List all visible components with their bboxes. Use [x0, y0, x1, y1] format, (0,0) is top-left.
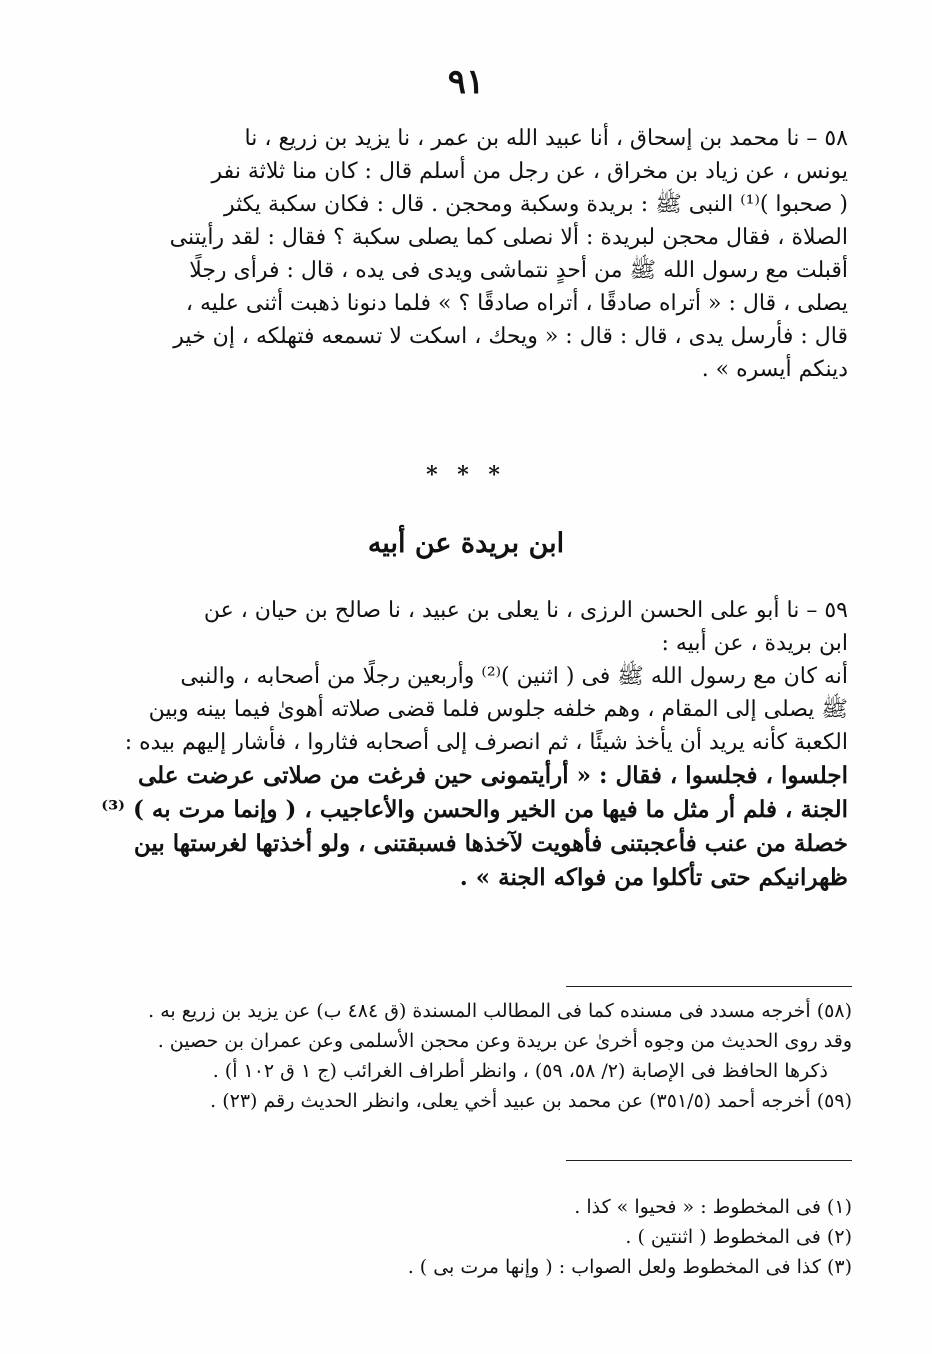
hadith-59 — [100, 594, 848, 895]
hadith-59-line: ٥٩ – نا أبو على الحسن الرزى ، نا يعلى بن عبيد ، نا صالح بن حيان ، عن — [203, 598, 848, 623]
footnote-divider — [566, 986, 852, 987]
hadith-59-line: الجنة ، فلم أر مثل ما فيها من الخير والحسن والأعاجيب ، ( وإنما مرت به ) ⁽³⁾ — [101, 796, 848, 823]
hadith-59-line: ظهرانيكم حتى تأكلوا من فواكه الجنة » . — [459, 864, 848, 891]
hadith-59-line: الكعبة كأنه يريد أن يأخذ شيئًا ، ثم انصرف إلى أصحابه فثاروا ، فأشار إليهم بيده : — [124, 730, 848, 755]
footnote-line: (٢) فى المخطوط ( اثنتين ) . — [625, 1226, 852, 1248]
hadith-59-line: ابن بريدة ، عن أبيه : — [661, 631, 848, 656]
takhrij-footnotes — [100, 996, 852, 1116]
hadith-58-line: أقبلت مع رسول الله ﷺ من أحدٍ نتماشى ويدى فى يده ، قال : فرأى رجلًا — [189, 258, 848, 283]
page-number: ٩١ — [447, 62, 485, 102]
hadith-58 — [100, 122, 848, 386]
footnote-divider — [566, 1160, 852, 1161]
hadith-58-line: الصلاة ، فقال محجن لبريدة : ألا نصلى كما يصلى سكبة ؟ فقال : لقد رأيتنى — [169, 225, 848, 250]
hadith-58-line: يونس ، عن زياد بن مخراق ، عن رجل من أسلم قال : كان منا ثلاثة نفر — [211, 159, 848, 184]
hadith-58-line: يصلى ، قال : « أتراه صادقًا ، أتراه صادقًا ؟ » فلما دنونا ذهبت أثنى عليه ، — [185, 291, 848, 316]
hadith-59-line: اجلسوا ، فجلسوا ، فقال : « أرأيتمونى حين فرغت من صلاتى عرضت على — [137, 762, 848, 789]
footnote-line: وقد روى الحديث من وجوه أخرىٰ عن بريدة وعن محجن الأسلمى وعن عمران بن حصين . — [157, 1030, 852, 1052]
hadith-58-line: قال : فأرسل يدى ، قال : قال : « ويحك ، اسكت لا تسمعه فتهلكه ، إن خير — [173, 324, 848, 349]
hadith-59-line: ﷺ يصلى إلى المقام ، وهم خلفه جلوس فلما قضى صلاته أهوىٰ فيما بينه وبين — [148, 697, 848, 722]
hadith-58-line: دينكم أيسره » . — [701, 357, 848, 382]
manuscript-footnotes — [100, 1192, 852, 1282]
hadith-58-line: ( صحبوا )⁽¹⁾ النبى ﷺ : بريدة وسكبة ومحجن . قال : فكان سكبة يكثر — [224, 192, 848, 217]
footnote-line: (٥٩) أخرجه أحمد (٣٥١/٥) عن محمد بن عبيد أخي يعلى، وانظر الحديث رقم (٢٣) . — [210, 1090, 852, 1112]
footnote-line: ذكرها الحافظ فى الإصابة (٢/ ٥٨، ٥٩) ، وانظر أطراف الغرائب (ج ١ ق ١٠٢ أ) . — [212, 1060, 828, 1082]
hadith-58-line: ٥٨ – نا محمد بن إسحاق ، أنا عبيد الله بن عمر ، نا يزيد بن زريع ، نا — [244, 126, 848, 151]
footnote-line: (٥٨) أخرجه مسدد فى مسنده كما فى المطالب المسندة (ق ٤٨٤ ب) عن يزيد بن زريع به . — [148, 1000, 852, 1022]
hadith-59-line: خصلة من عنب فأعجبتنى فأهويت لآخذها فسبقتنى ، ولو أخذتها لغرستها بين — [133, 830, 848, 857]
footnote-line: (٣) كذا فى المخطوط ولعل الصواب : ( وإنها مرت بى ) . — [407, 1256, 852, 1278]
hadith-59-line: أنه كان مع رسول الله ﷺ فى ( اثنين )⁽²⁾ وأربعين رجلًا من أصحابه ، والنبى — [180, 664, 848, 689]
footnote-line: (١) فى المخطوط : « فحيوا » كذا . — [574, 1196, 852, 1218]
section-separator: * * * — [426, 462, 506, 488]
section-title: ابن بريدة عن أبيه — [367, 528, 565, 559]
